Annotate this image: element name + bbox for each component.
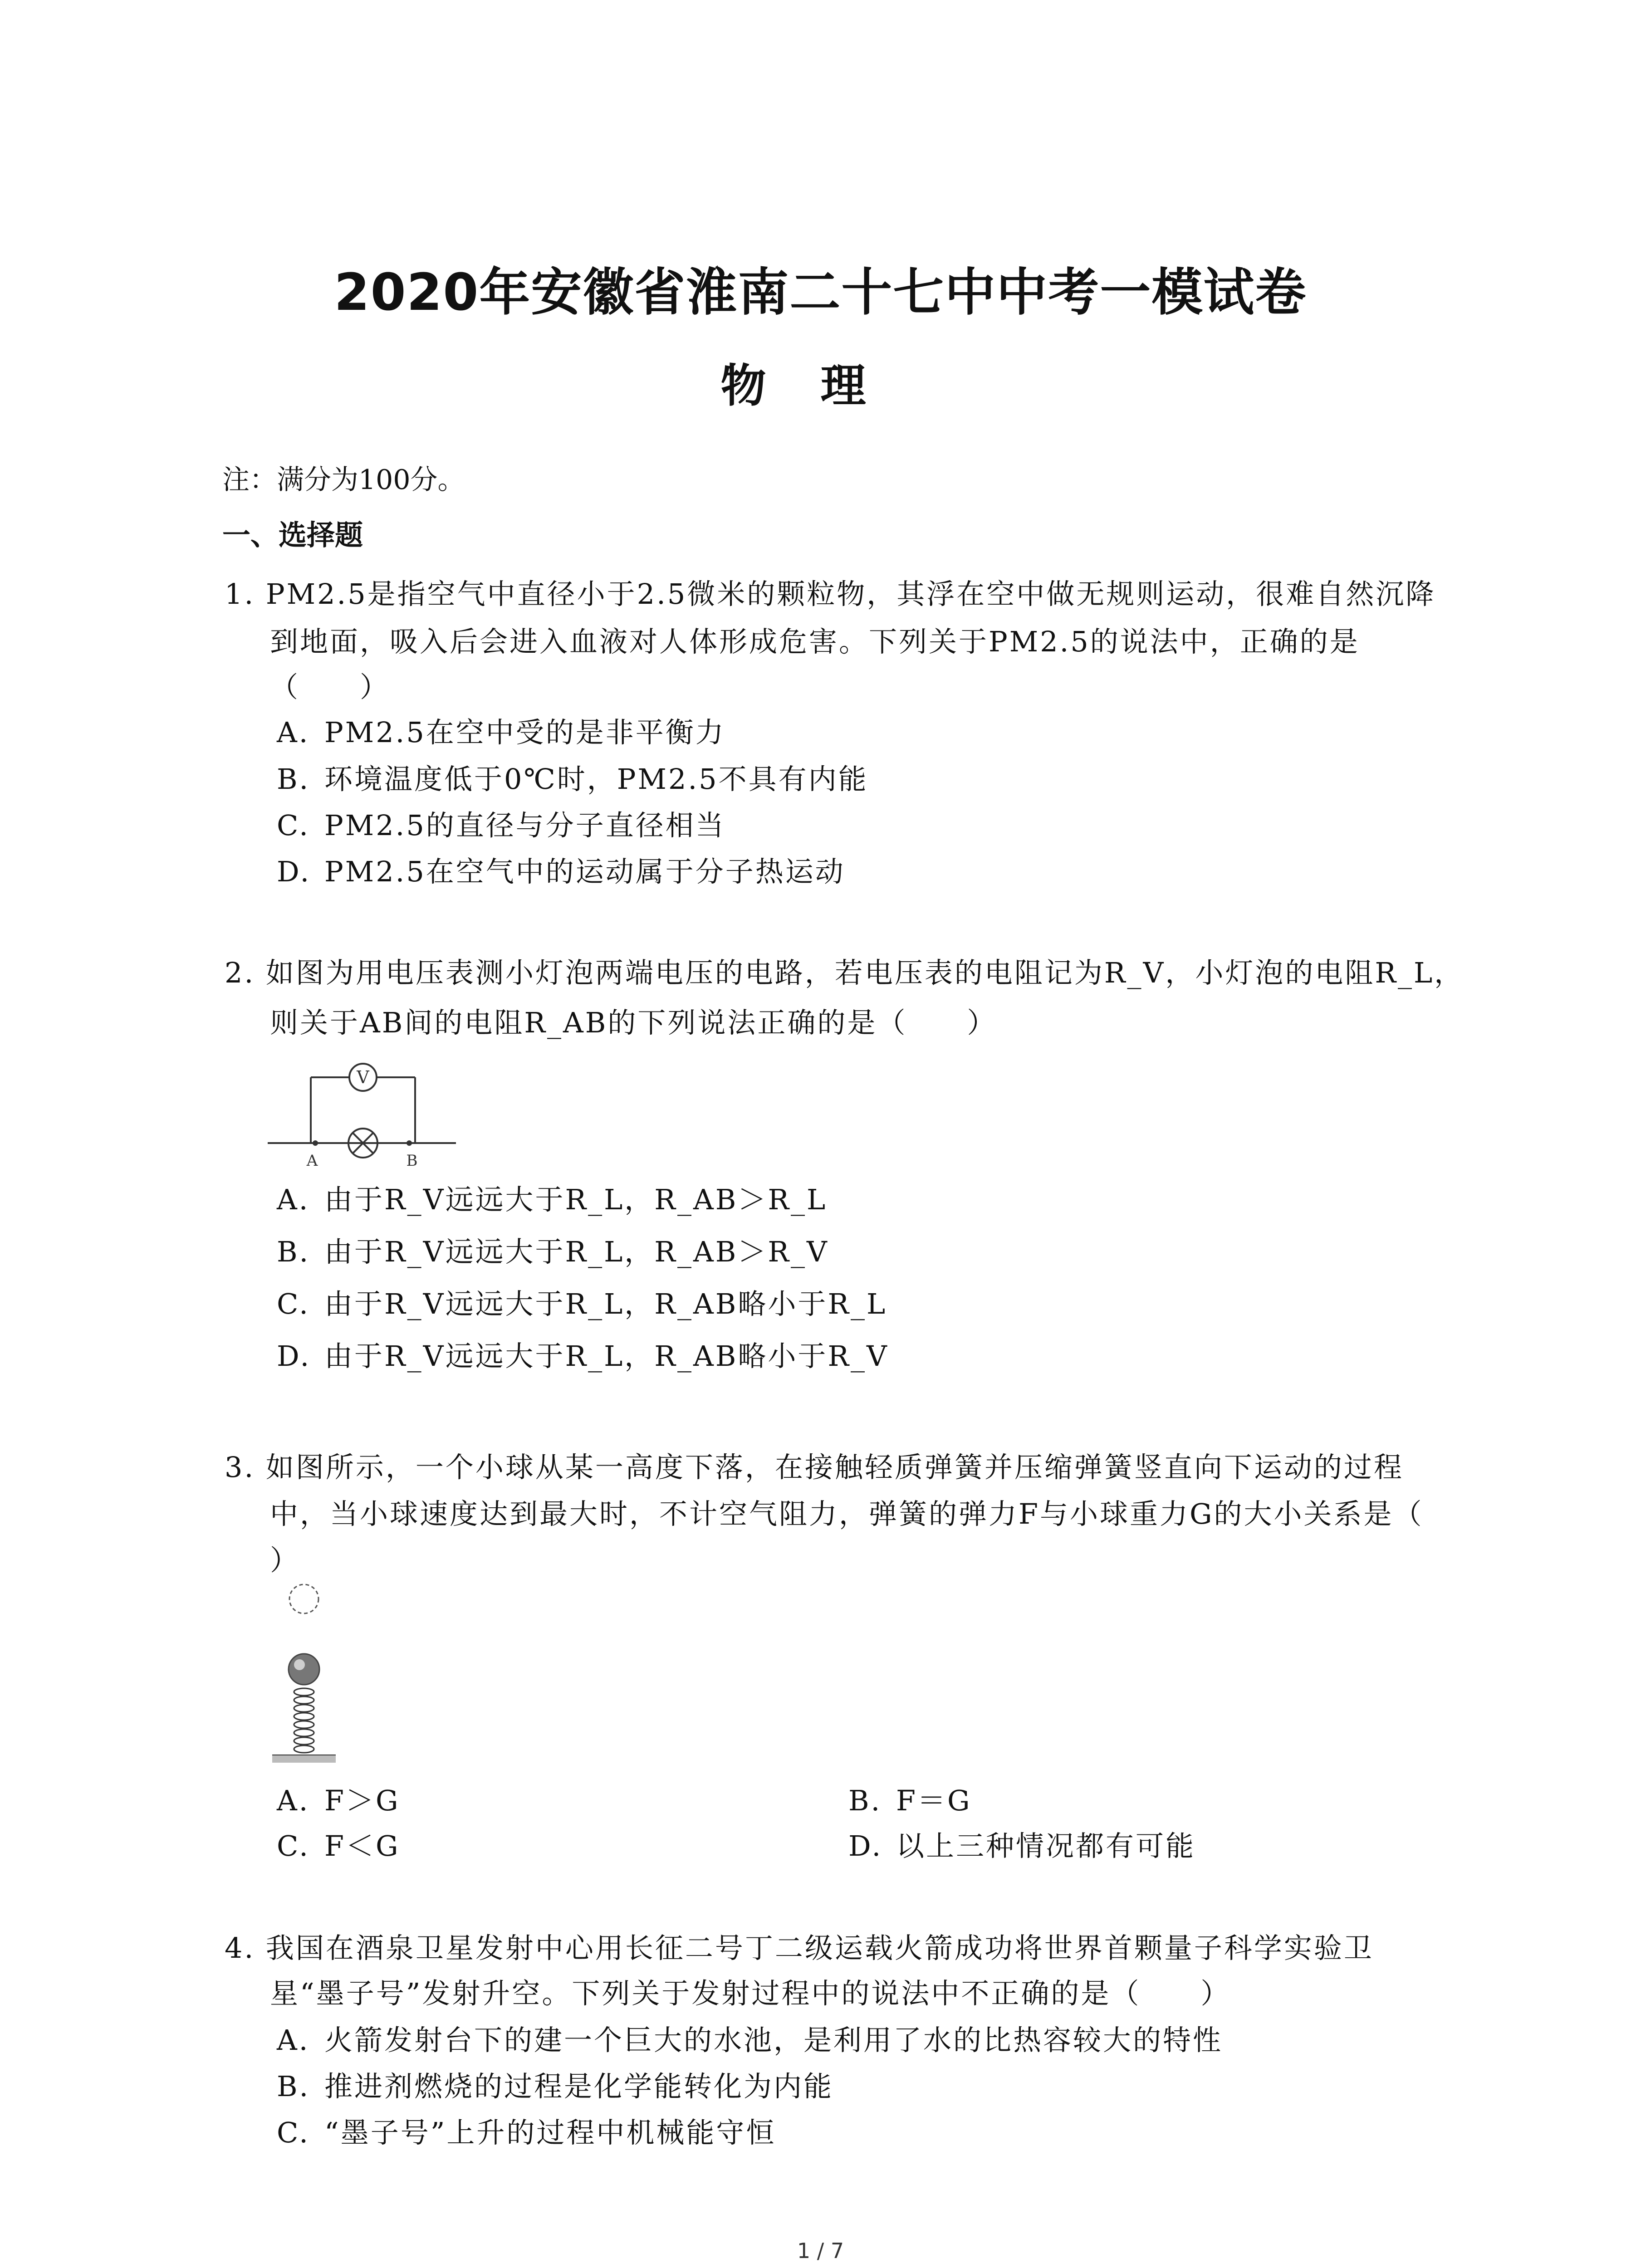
q2-option-c[interactable] <box>277 1281 887 1322</box>
q4-option-a[interactable] <box>277 2018 1223 2058</box>
option-text: PM2.5在空中受的是非平衡力 <box>324 716 725 749</box>
page-number: 1 / 7 <box>797 2239 844 2263</box>
q3-stem-line-3: ） <box>270 1544 300 1577</box>
q4-stem-line-1: 4. 我国在酒泉卫星发射中心用长征二号丁二级运载火箭成功将世界首颗量子科学实验卫 <box>225 1931 1374 1965</box>
q3-option-d[interactable] <box>848 1823 1195 1864</box>
point-a-label: A <box>306 1152 318 1170</box>
option-text: 由于R_V远远大于R_L，R_AB略小于R_L <box>324 1287 887 1320</box>
subject-title: 物理 <box>720 359 921 412</box>
option-label: D. <box>848 1829 883 1862</box>
q4-option-b[interactable] <box>277 2064 833 2104</box>
q3-option-a[interactable] <box>277 1778 400 1818</box>
option-text: 环境温度低于0℃时，PM2.5不具有内能 <box>324 763 868 796</box>
q2-option-b[interactable] <box>277 1229 829 1270</box>
q4-stem-line-2: 星“墨子号”发射升空。下列关于发射过程中的说法中不正确的是（ ） <box>270 1977 1231 2010</box>
option-label: D. <box>277 1339 311 1373</box>
option-text: 由于R_V远远大于R_L，R_AB＞R_V <box>324 1235 829 1268</box>
voltmeter-label: V <box>357 1067 369 1087</box>
option-label: A. <box>277 716 310 749</box>
q2-stem-line-2: 则关于AB间的电阻R_AB的下列说法正确的是（ ） <box>270 1006 997 1039</box>
option-label: C. <box>277 2116 310 2149</box>
spring <box>294 1688 314 1753</box>
ball <box>289 1654 319 1685</box>
ground <box>272 1755 336 1763</box>
option-label: C. <box>277 1287 310 1320</box>
falling-ball-outline <box>289 1584 318 1613</box>
option-text: F＝G <box>896 1784 972 1817</box>
option-label: B. <box>848 1784 882 1817</box>
option-text: PM2.5在空气中的运动属于分子热运动 <box>324 855 845 888</box>
score-note: 注：满分为100分。 <box>222 464 465 496</box>
q3-option-b[interactable] <box>848 1778 972 1818</box>
q1-stem-line-2: 到地面，吸入后会进入血液对人体形成危害。下列关于PM2.5的说法中，正确的是 <box>270 625 1360 658</box>
spring-ball-diagram <box>268 1579 340 1778</box>
option-label: D. <box>277 855 311 888</box>
option-label: A. <box>277 2024 310 2057</box>
q3-stem-line-2: 中，当小球速度达到最大时，不计空气阻力，弹簧的弹力F与小球重力G的大小关系是（ <box>270 1497 1424 1530</box>
q1-stem-line-1: 1. PM2.5是指空气中直径小于2.5微米的颗粒物，其浮在空中做无规则运动，很难自然沉降 <box>225 577 1436 611</box>
option-label: A. <box>277 1183 310 1216</box>
option-text: 由于R_V远远大于R_L，R_AB略小于R_V <box>324 1339 889 1373</box>
option-text: 推进剂燃烧的过程是化学能转化为内能 <box>324 2070 834 2103</box>
option-label: B. <box>277 2070 310 2103</box>
option-text: F＞G <box>324 1784 400 1817</box>
q3-option-c[interactable] <box>277 1823 400 1864</box>
option-text: “墨子号”上升的过程中机械能守恒 <box>324 2116 776 2149</box>
q1-stem-line-3: （ ） <box>270 670 390 704</box>
q2-option-d[interactable] <box>277 1334 889 1374</box>
option-text: 以上三种情况都有可能 <box>896 1829 1196 1862</box>
section-heading: 一、选择题 <box>222 518 363 552</box>
option-text: 火箭发射台下的建一个巨大的水池，是利用了水的比热容较大的特性 <box>324 2024 1223 2057</box>
q2-option-a[interactable] <box>277 1177 827 1217</box>
point-b-label: B <box>406 1152 418 1170</box>
option-label: A. <box>277 1784 310 1817</box>
option-text: PM2.5的直径与分子直径相当 <box>324 809 725 842</box>
circuit-diagram <box>268 1057 467 1170</box>
page-title: 2020年安徽省淮南二十七中中考一模试卷 <box>334 263 1307 322</box>
q2-stem-line-1: 2. 如图为用电压表测小灯泡两端电压的电路，若电压表的电阻记为R_V，小灯泡的电阻R_L， <box>225 956 1465 989</box>
option-label: B. <box>277 1235 310 1268</box>
option-label: B. <box>277 763 310 796</box>
option-label: C. <box>277 809 310 842</box>
q1-option-a[interactable] <box>277 710 725 750</box>
option-text: F＜G <box>324 1829 400 1862</box>
option-label: C. <box>277 1829 310 1862</box>
option-text: 由于R_V远远大于R_L，R_AB＞R_L <box>324 1183 828 1216</box>
q3-stem-line-1: 3. 如图所示，一个小球从某一高度下落，在接触轻质弹簧并压缩弹簧竖直向下运动的过程 <box>225 1451 1404 1484</box>
q1-option-d[interactable] <box>277 849 845 890</box>
q4-option-c[interactable] <box>277 2110 776 2151</box>
q1-option-c[interactable] <box>277 803 725 843</box>
q1-option-b[interactable] <box>277 757 868 797</box>
